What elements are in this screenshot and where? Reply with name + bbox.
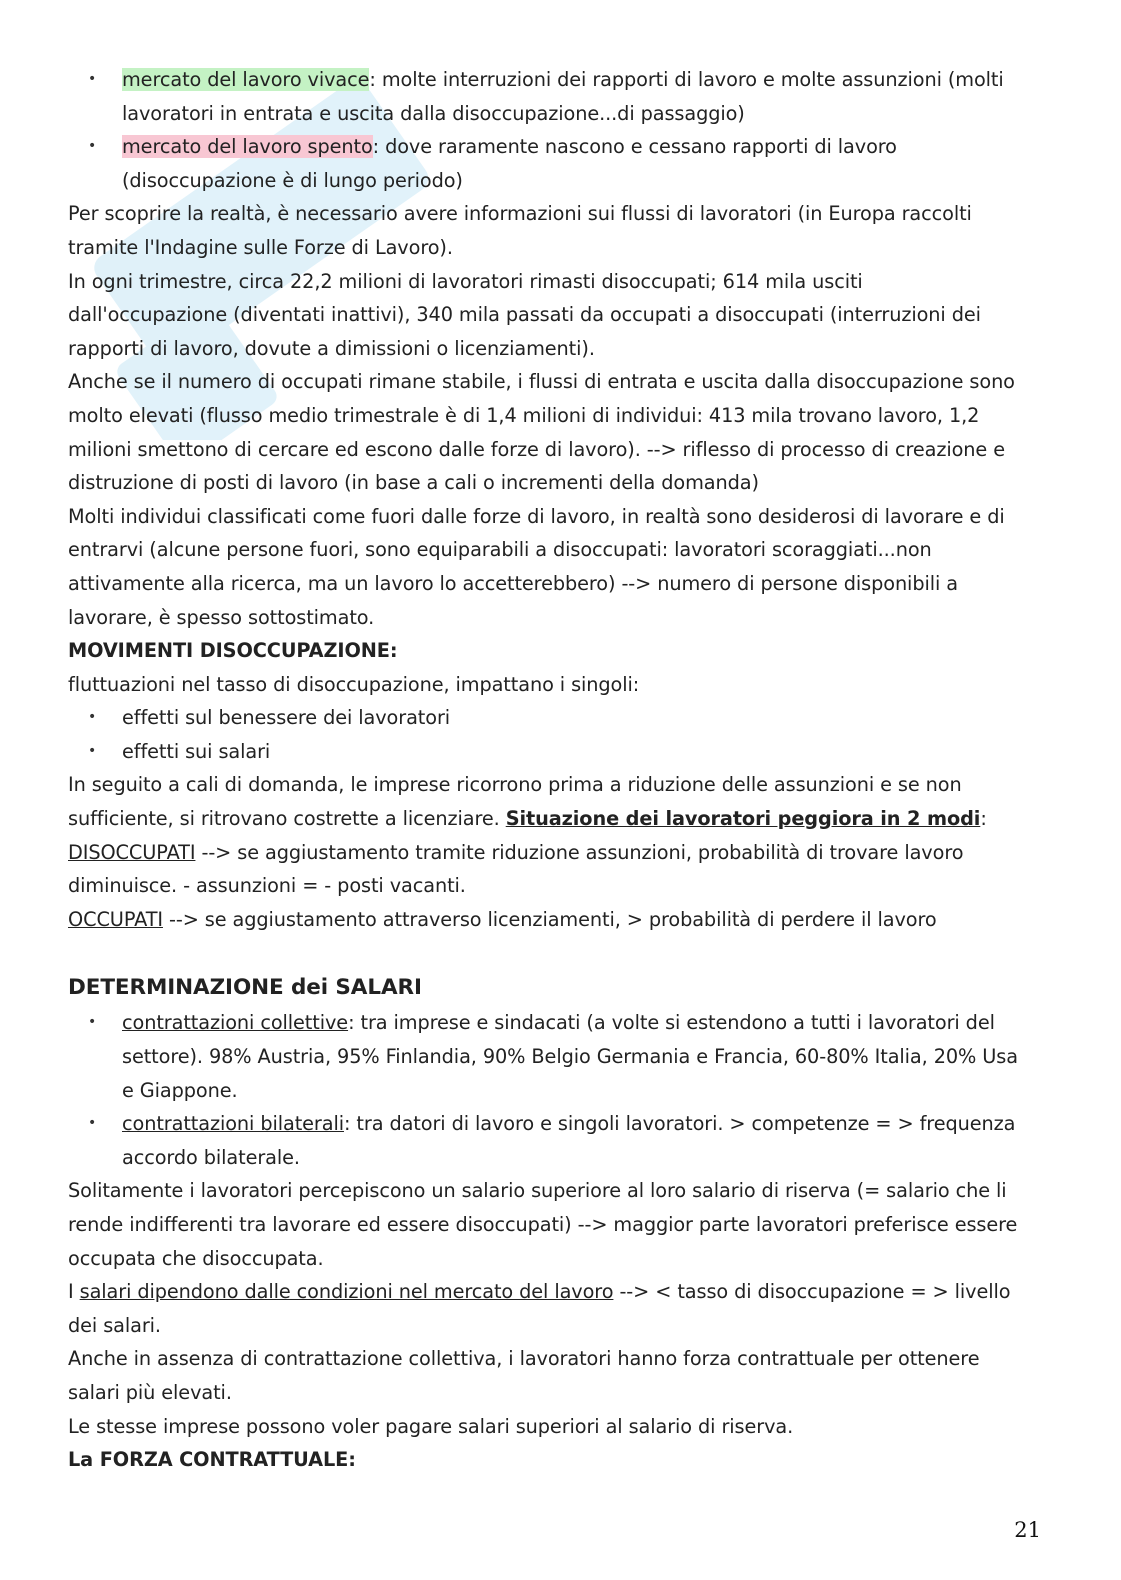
text-line: Solitamente i lavoratori percepiscono un salario superiore al loro salario di riserva (= salario che li xyxy=(68,1179,1007,1203)
text-line: fluttuazioni nel tasso di disoccupazione, impattano i singoli: xyxy=(68,672,640,696)
bullet-icon: • xyxy=(88,138,97,155)
bullet-icon: • xyxy=(88,1115,97,1132)
highlighted-term: mercato del lavoro spento xyxy=(122,135,373,159)
text-line: occupata che disoccupata. xyxy=(68,1246,324,1270)
text-line: Per scoprire la realtà, è necessario avere informazioni sui flussi di lavoratori (in Europa raccolti xyxy=(68,202,972,226)
list-item-continuation: (disoccupazione è di lungo periodo) xyxy=(122,168,463,192)
text-line: attivamente alla ricerca, ma un lavoro lo accetterebbero) --> numero di persone disponibili a xyxy=(68,571,958,595)
text-line: dei salari. xyxy=(68,1313,161,1337)
list-item: • mercato del lavoro spento: dove raramente nascono e cessano rapporti di lavoro xyxy=(68,130,1053,164)
text-line: Anche in assenza di contrattazione collettiva, i lavoratori hanno forza contrattuale per ottenere xyxy=(68,1347,980,1371)
list-item: • effetti sul benessere dei lavoratori xyxy=(68,701,1053,735)
list-item: • contrattazioni bilaterali: tra datori di lavoro e singoli lavoratori. > competenze = > frequenza xyxy=(68,1107,1053,1141)
text-line: I salari dipendono dalle condizioni nel mercato del lavoro --> < tasso di disoccupazione = > livello xyxy=(68,1280,1011,1304)
text-line: Anche se il numero di occupati rimane stabile, i flussi di entrata e uscita dalla disoccupazione sono xyxy=(68,370,1015,394)
text-line: rapporti di lavoro, dovute a dimissioni o licenziamenti). xyxy=(68,336,595,360)
text-line: salari più elevati. xyxy=(68,1380,232,1404)
list-item-continuation: e Giappone. xyxy=(122,1078,238,1102)
highlighted-term: mercato del lavoro vivace xyxy=(122,68,370,91)
bullet-icon: • xyxy=(88,1014,97,1031)
list-item-continuation: accordo bilaterale. xyxy=(122,1145,300,1169)
page-number: 21 xyxy=(1014,1518,1041,1542)
text-line: rende indifferenti tra lavorare ed essere disoccupati) --> maggior parte lavoratori preferisce essere xyxy=(68,1213,1018,1236)
section-heading: La FORZA CONTRATTUALE: xyxy=(68,1448,356,1472)
text-line: Molti individui classificati come fuori dalle forze di lavoro, in realtà sono desiderosi di lavorare e di xyxy=(68,504,1005,528)
bullet-icon: • xyxy=(88,709,97,726)
text-line: molto elevati (flusso medio trimestrale è di 1,4 milioni di individui: 413 mila trovano lavoro, 1,2 xyxy=(68,403,980,427)
text-line: diminuisce. - assunzioni = - posti vacanti. xyxy=(68,874,466,898)
term-label: OCCUPATI xyxy=(68,907,163,931)
section-heading: DETERMINAZIONE dei SALARI xyxy=(68,975,422,1001)
list-item-continuation: settore). 98% Austria, 95% Finlandia, 90% Belgio Germania e Francia, 60-80% Italia, 20% Usa xyxy=(122,1045,1018,1069)
list-item-continuation: lavoratori in entrata e uscita dalla disoccupazione...di passaggio) xyxy=(122,101,745,125)
section-heading: MOVIMENTI DISOCCUPAZIONE: xyxy=(68,639,398,663)
document-page xyxy=(68,63,1053,1477)
bullet-icon: • xyxy=(88,71,97,87)
text-line: In ogni trimestre, circa 22,2 milioni di lavoratori rimasti disoccupati; 614 mila usciti xyxy=(68,269,863,293)
bullet-icon: • xyxy=(88,742,97,759)
text-line: OCCUPATI --> se aggiustamento attraverso licenziamenti, > probabilità di perdere il lavoro xyxy=(68,907,937,931)
emphasis-text: Situazione dei lavoratori peggiora in 2 modi xyxy=(505,807,981,831)
text-line: DISOCCUPATI --> se aggiustamento tramite riduzione assunzioni, probabilità di trovare lavoro xyxy=(68,840,964,864)
text-line: lavorare, è spesso sottostimato. xyxy=(68,605,375,629)
list-item: • effetti sui salari xyxy=(68,735,1053,769)
text-line: sufficiente, si ritrovano costrette a licenziare. Situazione dei lavoratori peggiora in 2 modi: xyxy=(68,807,987,831)
text-line: entrarvi (alcune persone fuori, sono equiparabili a disoccupati: lavoratori scoraggiati...non xyxy=(68,538,932,562)
text-line: distruzione di posti di lavoro (in base a cali o incrementi della domanda) xyxy=(68,471,759,495)
text-line: dall'occupazione (diventati inattivi), 340 mila passati da occupati a disoccupati (interruzioni dei xyxy=(68,303,981,327)
text-line: tramite l'Indagine sulle Forze di Lavoro). xyxy=(68,235,453,259)
text-line: Le stesse imprese possono voler pagare salari superiori al salario di riserva. xyxy=(68,1414,794,1438)
term-label: DISOCCUPATI xyxy=(68,840,196,864)
text-line: In seguito a cali di domanda, le imprese ricorrono prima a riduzione delle assunzioni e se non xyxy=(68,773,962,797)
term-label: contrattazioni collettive xyxy=(122,1011,349,1035)
emphasis-text: salari dipendono dalle condizioni nel mercato del lavoro xyxy=(79,1280,614,1304)
text-line: milioni smettono di cercare ed escono dalle forze di lavoro). --> riflesso di processo di creazione e xyxy=(68,437,1005,461)
list-item: • mercato del lavoro vivace: molte interruzioni dei rapporti di lavoro e molte assunzioni (molti xyxy=(68,63,1053,97)
list-item: • contrattazioni collettive: tra imprese e sindacati (a volte si estendono a tutti i lavoratori del xyxy=(68,1006,1053,1040)
term-label: contrattazioni bilaterali xyxy=(122,1112,344,1136)
